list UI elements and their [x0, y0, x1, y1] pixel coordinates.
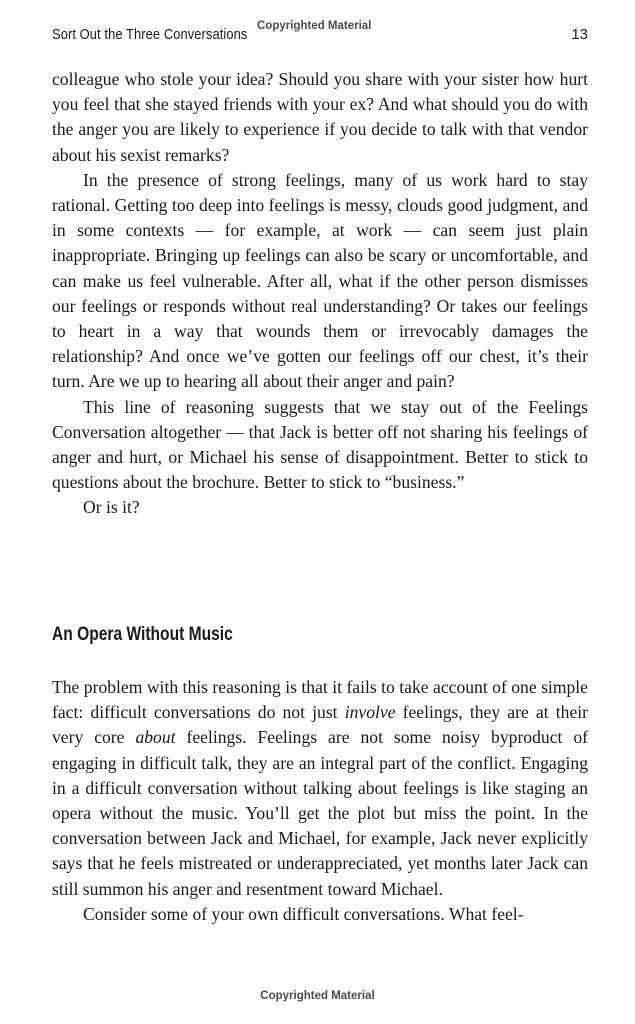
watermark-bottom: Copyrighted Material [260, 990, 375, 1002]
paragraph-line-of-reasoning: This line of reasoning suggests that we stay out of the Feelings Conversation altogether — that Jack is better off not sharing his feelings of anger and hurt, or Michael his sense of disappointment. Better to stick to questions about the brochure. Better to stick to “business.” [52, 396, 588, 493]
paragraph-continued: colleague who stole your idea? Should you share with your sister how hurt you feel that she stayed friends with your ex? And what should you do with the anger you are likely to experience if you decide to talk with that vendor about his sexist remarks? [52, 69, 588, 165]
paragraph-strong-feelings: In the presence of strong feelings, many of us work hard to stay rational. Getting too deep into feelings is messy, clouds good judgment, and in some contexts — for example, at work — can seem just plain inappropriate. Bringing up feelings can also be scary or uncomfortable, and can make us feel vulnerable. After all, what if the other person dismisses our feelings or responds without real understanding? Or takes our feelings to heart in a way that wounds them or irrevocably damages the relationship? And once we’ve gotten our feelings off our chest, it’s their turn. Are we up to hearing all about their anger and pain? [52, 169, 588, 392]
watermark-top: Copyrighted Material [257, 20, 372, 32]
section-heading: An Opera Without Music [52, 624, 233, 645]
text-run: The problem with this reasoning is that it fails to take account of one simple fact: difficult conversations do not just [52, 677, 588, 723]
paragraph-or-is-it: Or is it? [83, 497, 140, 518]
body-text-top [52, 67, 588, 521]
paragraph-problem [52, 675, 588, 902]
text-run: feelings, they are at their very core [52, 702, 589, 748]
emphasis-about: about [135, 727, 176, 748]
running-head: Sort Out the Three Conversations [52, 26, 248, 43]
paragraph-consider: Consider some of your own difficult conversations. What feel- [83, 903, 524, 924]
body-text-bottom [52, 675, 588, 927]
page-number: 13 [571, 26, 588, 43]
emphasis-involve: involve [344, 702, 396, 723]
text-run: feelings. Feelings are not some noisy byproduct of engaging in difficult talk, they are an integral part of the conflict. Engaging in a difficult conversation without talking about feelings is like staging an opera without the music. You’ll get the plot but miss the point. In the conversation between Jack and Michael, for example, Jack never explicitly says that he feels mistreated or underappreciated, yet months later Jack can still summon his anger and resentment toward Michael. [52, 727, 588, 899]
